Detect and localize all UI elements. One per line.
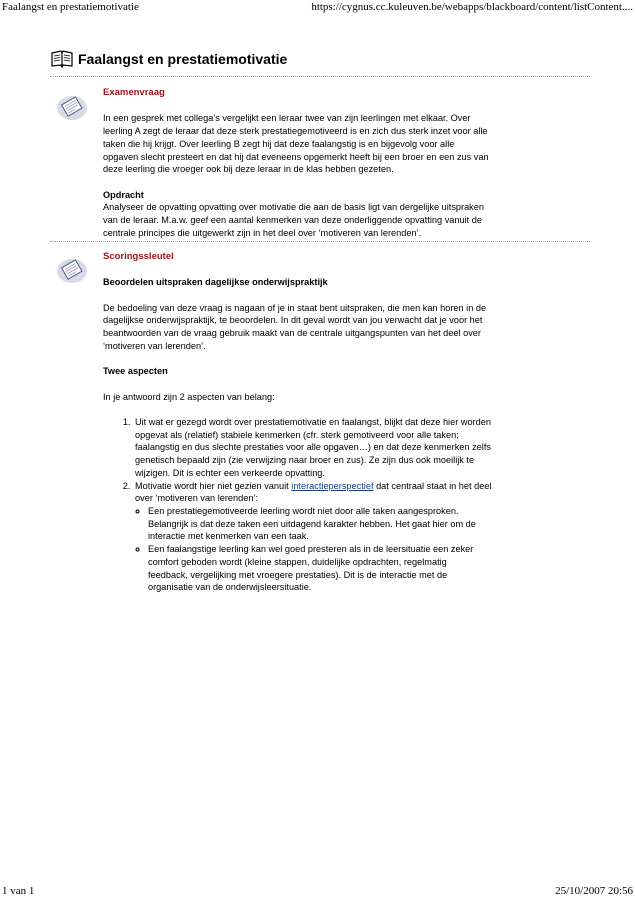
exam-line: leerling A zegt de leraar dat deze sterk prestatiegemotiveerd is en zich dus sterk inzet voor alle	[103, 126, 488, 137]
aspect-line: faalangstig en dus slechte prestaties voor alle opgaven…) en dat deze kenmerken zelfs	[135, 442, 491, 453]
aspect-item	[133, 416, 531, 480]
scoring-intro-line: dagelijkse onderwijspraktijk, te beoordelen. In dit geval wordt van jou verwacht dat je voor het	[103, 315, 483, 326]
aspect-text: dat centraal staat in het deel	[373, 480, 492, 491]
print-url: https://cygnus.cc.kuleuven.be/webapps/blackboard/content/listContent....	[311, 1, 633, 13]
book-icon	[51, 50, 73, 68]
exam-line: In een gesprek met collega’s vergelijkt een leraar twee van zijn leerlingen met elkaar. Over	[103, 113, 471, 124]
page-count: 1 van 1	[2, 885, 35, 897]
exam-text	[103, 112, 531, 176]
sub-aspect-line: organisatie van de onderwijsleersituatie.	[148, 582, 312, 593]
page-title: Faalangst en prestatiemotivatie	[78, 51, 288, 67]
print-timestamp: 25/10/2007 20:56	[555, 885, 633, 897]
aspect-item	[133, 480, 531, 505]
aspects-label: Twee aspecten	[103, 366, 168, 377]
scoring-intro-line: De bedoeling van deze vraag is nagaan of je in staat bent uitspraken, die men kan horen in de	[103, 302, 487, 313]
scoring-heading: Scoringssleutel	[103, 251, 174, 262]
exam-line: opgaven slecht presteert en dat hij dat eveneens opgemerkt heeft bij een broer en een zus van	[103, 151, 489, 162]
divider	[50, 241, 590, 242]
scoring-key-section	[103, 251, 531, 594]
assignment-line: centrale principes die uitgewerkt zijn in het deel over ‘motiveren van lerenden’.	[103, 227, 422, 238]
sub-aspect-line: comfort geboden wordt (kleine stappen, duidelijke opdrachten, regelmatig	[148, 556, 447, 567]
assignment-line: Analyseer de opvatting opvatting over motivatie die aan de basis ligt van dergelijke uitspraken	[103, 202, 484, 213]
exam-heading: Examenvraag	[103, 87, 165, 98]
document-icon	[56, 256, 88, 284]
scoring-intro-line: beantwoorden van de vraag gebruik maakt van de centrale uitgangspunten van het deel over	[103, 328, 481, 339]
sub-aspect-item	[148, 505, 531, 543]
exam-line: deze leerling die vroeger ook bij deze leraar in de klas hebben gezeten.	[103, 164, 394, 175]
interaction-perspective-link[interactable]: interactieperspectief	[291, 480, 374, 491]
exam-question-section	[103, 87, 531, 239]
sub-aspect-line: Belangrijk is dat deze taken een uitdagend karakter hebben. Het gaat hier om de	[148, 518, 476, 529]
sub-aspect-line: Een prestatiegemotiveerde leerling wordt niet door alle taken aangesproken.	[148, 505, 459, 516]
scoring-subheading: Beoordelen uitspraken dagelijkse onderwijspraktijk	[103, 277, 328, 288]
sub-aspects-list	[103, 505, 531, 594]
aspect-line: wijzigen. Dit is echter een verkeerde opvatting.	[135, 467, 325, 478]
sub-aspect-line: interactie met kenmerken van een taak.	[148, 531, 309, 542]
print-footer	[2, 884, 633, 898]
print-page-title: Faalangst en prestatiemotivatie	[2, 1, 139, 13]
aspect-line: Uit wat er gezegd wordt over prestatiemotivatie en faalangst, blijkt dat deze hier worden	[135, 417, 491, 428]
aspect-line: opgevat als (relatief) stabiele kenmerken (cfr. sterk gemotiveerd voor alle taken;	[135, 429, 459, 440]
aspect-text: Motivatie wordt hier niet gezien vanuit	[135, 480, 292, 491]
aspects-list	[103, 416, 531, 505]
sub-aspect-line: Een faalangstige leerling kan wel goed presteren als in de leersituatie een zeker	[148, 544, 474, 555]
aspect-line: over ‘motiveren van lerenden’:	[135, 493, 259, 504]
assignment-label: Opdracht	[103, 189, 144, 200]
document-icon	[56, 93, 88, 121]
scoring-intro-line: ‘motiveren van lerenden’.	[103, 340, 206, 351]
exam-line: taken die hij krijgt. Over leerling B zegt hij dat deze faalangstig is en bijgevolg voor alle	[103, 138, 455, 149]
aspect-line: genetisch bepaald zijn (zie verwijzing naar broer en zus). Ze zijn dus ook moeilijk te	[135, 455, 475, 466]
sub-aspect-line: feedback, vergelijking met vroegere prestaties). Dit is de interactie met de	[148, 569, 448, 580]
aspects-intro: In je antwoord zijn 2 aspecten van belang:	[103, 391, 275, 402]
assignment-line: van de leraar. M.a.w. geef een aantal kenmerken van deze onderliggende opvatting vanuit de	[103, 215, 482, 225]
divider	[50, 76, 590, 77]
page-title-row	[51, 50, 591, 70]
print-header	[2, 0, 633, 14]
sub-aspect-item	[148, 543, 531, 594]
